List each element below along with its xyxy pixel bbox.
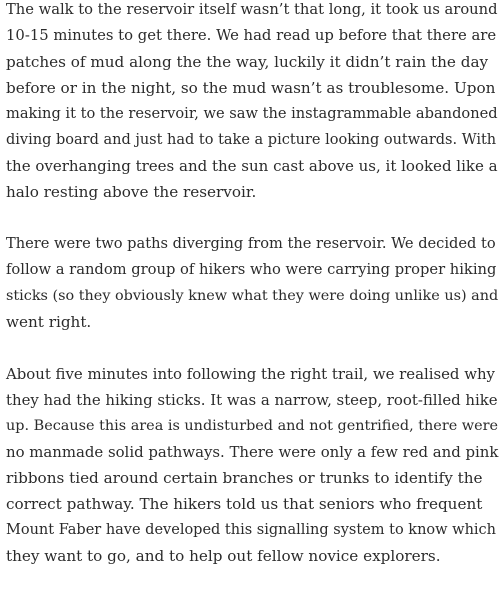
text-line: Mount Faber have developed this signalling system to know which — [6, 522, 497, 538]
text-line: before or in the night, so the mud wasn’t as troublesome. Upon — [6, 79, 496, 97]
paragraph-two-paths — [6, 231, 498, 335]
text-line: no manmade solid pathways. There were only a few red and pink — [6, 443, 499, 461]
text-line: sticks (so they obviously knew what they were doing unlike us) and — [6, 288, 499, 304]
paragraph-spacer — [6, 335, 498, 361]
paragraph-reservoir-walk — [6, 0, 498, 205]
paragraph-right-trail — [6, 361, 498, 569]
text-line: correct pathway. The hikers told us that seniors who frequent — [6, 495, 483, 513]
text-line: There were two paths diverging from the reservoir. We decided to — [6, 235, 496, 252]
text-line: the overhanging trees and the sun cast above us, it looked like a — [6, 157, 498, 175]
text-line: About five minutes into following the right trail, we realised why — [6, 365, 495, 383]
paragraph-spacer — [6, 205, 498, 231]
article-body — [6, 0, 498, 569]
text-line: halo resting above the reservoir. — [6, 183, 257, 201]
text-line: they want to go, and to help out fellow novice explorers. — [6, 547, 441, 565]
text-line: ribbons tied around certain branches or trunks to identify the — [6, 469, 483, 487]
text-line: they had the hiking sticks. It was a narrow, steep, root-filled hike — [6, 391, 498, 409]
text-line: up. Because this area is undisturbed and not gentrified, there were — [6, 418, 499, 434]
text-line: follow a random group of hikers who were carrying proper hiking — [6, 261, 497, 278]
text-line: went right. — [6, 313, 92, 331]
text-line: The walk to the reservoir itself wasn’t that long, it took us around — [6, 1, 498, 18]
text-line: patches of mud along the the way, luckily it didn’t rain the day — [6, 53, 489, 71]
text-line: diving board and just had to take a picture looking outwards. With — [6, 132, 497, 148]
text-line: making it to the reservoir, we saw the instagrammable abandoned — [6, 105, 498, 122]
text-line: 10-15 minutes to get there. We had read up before that there are — [6, 27, 497, 44]
